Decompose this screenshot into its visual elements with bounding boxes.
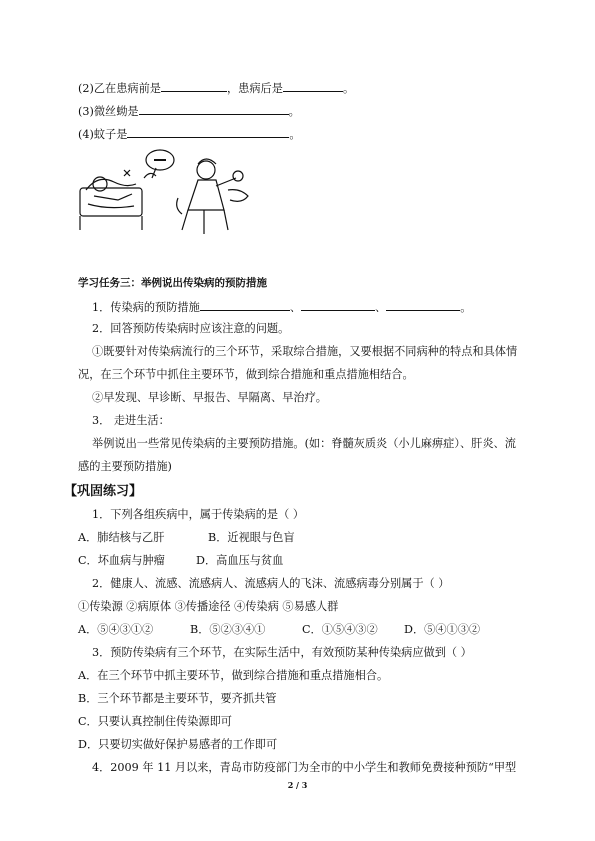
task3-item2-point2: ②早发现、早诊断、早报告、早隔离、早治疗。 <box>92 391 327 404</box>
practice-q2-answers <box>78 623 481 637</box>
q4-prefix: (4)蚊子是 <box>78 128 128 141</box>
practice-heading: 【巩固练习】 <box>64 484 143 499</box>
option-d[interactable]: D．⑤④①③② <box>404 623 481 636</box>
option-a[interactable]: A．⑤④③①② <box>78 623 154 636</box>
q2-mid: ，患病后是 <box>226 82 283 95</box>
answer-blank[interactable] <box>161 80 227 92</box>
practice-q3-option-b[interactable]: B．三个环节都是主要环节，要齐抓共管 <box>78 692 277 705</box>
task3-item1 <box>92 299 471 315</box>
answer-blank[interactable] <box>200 299 290 311</box>
practice-q3-option-d[interactable]: D．只要切实做好保护易感者的工作即可 <box>78 738 278 751</box>
task3-item2-point1: ①既要针对传染病流行的三个环节，采取综合措施，又要根据不同病种的特点和具体情 <box>92 345 518 358</box>
practice-q2: 2．健康人、流感、流感病人、流感病人的飞沫、流感病毒分别属于（ ） <box>92 577 450 590</box>
question-3 <box>78 103 300 119</box>
item1-end: 。 <box>460 301 472 314</box>
option-b[interactable]: B．近视眼与色盲 <box>208 531 295 544</box>
practice-q1-row1 <box>78 531 295 545</box>
q2-end: 。 <box>342 82 355 95</box>
task3-item2: 2．回答预防传染病时应该注意的问题。 <box>92 322 290 335</box>
answer-blank[interactable] <box>283 80 343 92</box>
answer-blank[interactable] <box>301 299 375 311</box>
practice-q3-option-a[interactable]: A．在三个环节中抓主要环节，做到综合措施和重点措施相合。 <box>78 669 389 682</box>
option-a[interactable]: A．肺结核与乙肝 <box>78 531 165 544</box>
practice-q4: 4．2009 年 11 月以来，青岛市防疫部门为全市的中小学生和教师免费接种预防“甲型 <box>92 761 517 774</box>
answer-blank[interactable] <box>127 126 289 138</box>
mosquito-transmission-illustration <box>78 148 258 240</box>
separator: 、 <box>289 301 302 314</box>
option-c[interactable]: C．①⑤④③② <box>302 623 378 636</box>
answer-blank[interactable] <box>386 299 460 311</box>
q3-prefix: (3)微丝蚴是 <box>78 105 139 118</box>
task3-item3-text-cont: 感的主要预防措施) <box>78 460 172 473</box>
answer-blank[interactable] <box>139 103 289 115</box>
page-number: 2 / 3 <box>287 780 308 790</box>
question-2 <box>78 80 354 96</box>
task3-item3-text: 举例说出一些常见传染病的主要预防措施。(如：脊髓灰质炎（小儿麻痹症）、肝炎、流 <box>92 437 516 450</box>
option-c[interactable]: C．坏血病与肿瘤 <box>78 554 165 567</box>
practice-q3-option-c[interactable]: C．只要认真控制住传染源即可 <box>78 715 232 728</box>
item1-prefix: 1．传染病的预防措施 <box>92 301 200 314</box>
task3-title: 学习任务三：举例说出传染病的预防措施 <box>78 277 267 289</box>
separator: 、 <box>375 301 387 314</box>
practice-q3: 3．预防传染病有三个环节，在实际生活中，有效预防某种传染病应做到（ ） <box>92 646 472 659</box>
option-d[interactable]: D．高血压与贫血 <box>196 554 284 567</box>
practice-q1-row2 <box>78 554 284 568</box>
task3-item2-point1-cont: 况，在三个环节中抓住主要环节，做到综合措施和重点措施相结合。 <box>78 368 414 381</box>
practice-q1: 1．下列各组疾病中，属于传染病的是（ ） <box>92 508 305 521</box>
q2-prefix: (2)乙在患病前是 <box>78 82 161 95</box>
question-4 <box>78 126 301 142</box>
q4-end: 。 <box>289 128 301 141</box>
task3-item3: 3． 走进生活： <box>92 414 170 427</box>
practice-q2-options: ①传染源 ②病原体 ③传播途径 ④传染病 ⑤易感人群 <box>78 600 339 613</box>
q3-end: 。 <box>288 105 300 118</box>
option-b[interactable]: B．⑤②③④① <box>190 623 266 636</box>
